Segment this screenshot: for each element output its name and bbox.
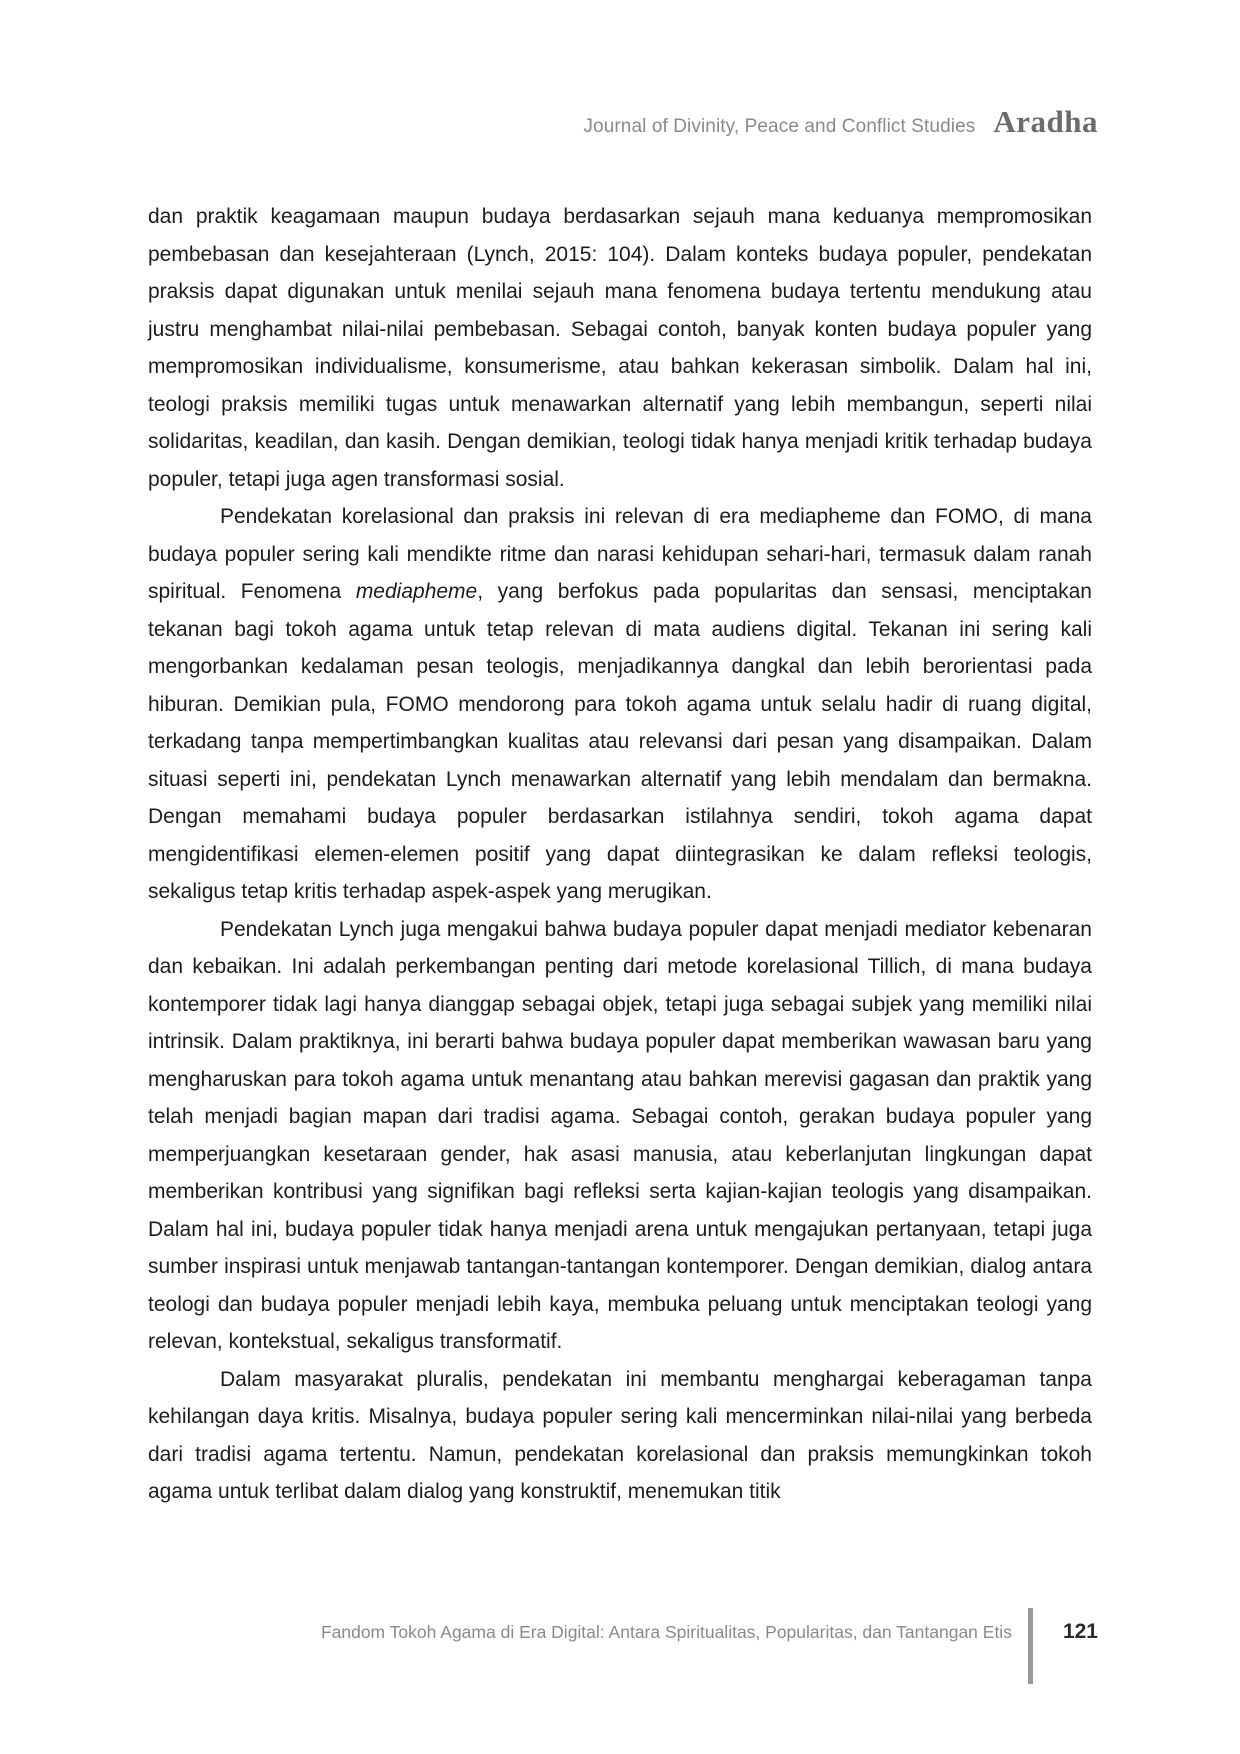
paragraph-2 bbox=[148, 498, 1092, 911]
paragraph-2-part-2: , yang berfokus pada popularitas dan sensasi, menciptakan tekanan bagi tokoh agama untuk tetap relevan di mata audiens digital. Tekanan ini sering kali mengorbankan kedalaman pesan teologis, menjadikannya dangkal dan lebih berorientasi pada hiburan. Demikian pula, FOMO mendorong para tokoh agama untuk selalu hadir di ruang digital, terkadang tanpa mempertimbangkan kualitas atau relevansi dari pesan yang disampaikan. Dalam situasi seperti ini, pendekatan Lynch menawarkan alternatif yang lebih mendalam dan bermakna. Dengan memahami budaya populer berdasarkan istilahnya sendiri, tokoh agama dapat mengidentifikasi elemen-elemen positif yang dapat diintegrasikan ke dalam refleksi teologis, sekaligus tetap kritis terhadap aspek-aspek yang merugikan. bbox=[148, 580, 1092, 903]
article-body bbox=[148, 198, 1092, 1511]
running-footer bbox=[321, 1608, 1098, 1684]
footer-article-title: Fandom Tokoh Agama di Era Digital: Antara Spiritualitas, Popularitas, dan Tantangan Etis bbox=[320, 1622, 1012, 1642]
paragraph-3: Pendekatan Lynch juga mengakui bahwa budaya populer dapat menjadi mediator kebenaran dan kebaikan. Ini adalah perkembangan penting dari metode korelasional Tillich, di mana budaya kontemporer tidak lagi hanya dianggap sebagai objek, tetapi juga sebagai subjek yang memiliki nilai intrinsik. Dalam praktiknya, ini berarti bahwa budaya populer dapat memberikan wawasan baru yang mengharuskan para tokoh agama untuk menantang atau bahkan merevisi gagasan dan praktik yang telah menjadi bagian mapan dari tradisi agama. Sebagai contoh, gerakan budaya populer yang memperjuangkan kesetaraan gender, hak asasi manusia, atau keberlanjutan lingkungan dapat memberikan kontribusi yang signifikan bagi refleksi serta kajian-kajian teologis yang disampaikan. Dalam hal ini, budaya populer tidak hanya menjadi arena untuk mengajukan pertanyaan, tetapi juga sumber inspirasi untuk menjawab tantangan-tantangan kontemporer. Dengan demikian, dialog antara teologi dan budaya populer menjadi lebih kaya, membuka peluang untuk menciptakan teologi yang relevan, kontekstual, sekaligus transformatif. bbox=[148, 917, 1092, 1353]
page-number: 121 bbox=[1062, 1620, 1098, 1643]
paragraph-1: dan praktik keagamaan maupun budaya berdasarkan sejauh mana keduanya mempromosikan pembebasan dan kesejahteraan (Lynch, 2015: 104). Dalam konteks budaya populer, pendekatan praksis dapat digunakan untuk menilai sejauh mana fenomena budaya tertentu mendukung atau justru menghambat nilai-nilai pembebasan. Sebagai contoh, banyak konten budaya populer yang mempromosikan individualisme, konsumerisme, atau bahkan kekerasan simbolik. Dalam hal ini, teologi praksis memiliki tugas untuk menawarkan alternatif yang lebih membangun, seperti nilai solidaritas, keadilan, dan kasih. Dengan demikian, teologi tidak hanya menjadi kritik terhadap budaya populer, tetapi juga agen transformasi sosial. bbox=[148, 205, 1092, 491]
journal-name: Journal of Divinity, Peace and Conflict Studies bbox=[583, 116, 976, 137]
running-header bbox=[583, 104, 1098, 140]
journal-logo: Aradha bbox=[993, 104, 1098, 139]
paragraph-4: Dalam masyarakat pluralis, pendekatan ini membantu menghargai keberagaman tanpa kehilangan daya kritis. Misalnya, budaya populer sering kali mencerminkan nilai-nilai yang berbeda dari tradisi agama tertentu. Namun, pendekatan korelasional dan praksis memungkinkan tokoh agama untuk terlibat dalam dialog yang konstruktif, menemukan titik bbox=[148, 1367, 1092, 1503]
paragraph-2-italic-term: mediapheme bbox=[355, 580, 478, 603]
paragraph-2-part-1: Pendekatan korelasional dan praksis ini relevan di era mediapheme dan FOMO, di mana budaya populer sering kali mendikte ritme dan narasi kehidupan sehari-hari, termasuk dalam ranah spiritual. Fenomena bbox=[148, 505, 1092, 603]
